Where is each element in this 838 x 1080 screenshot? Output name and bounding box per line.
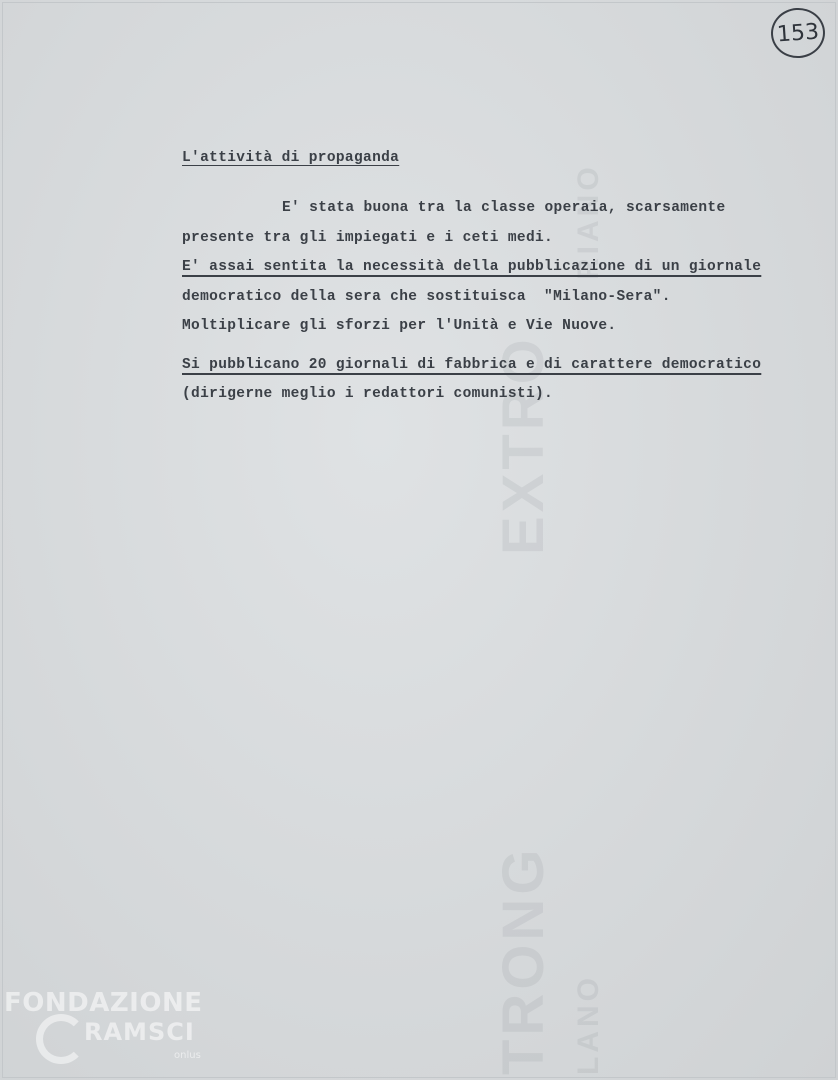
- logo-text-top: FONDAZIONE: [4, 988, 203, 1018]
- body-line: presente tra gli impiegati e i ceti medi.: [182, 230, 554, 246]
- page-border: [2, 2, 836, 1078]
- body-line: E' stata buona tra la classe operaia, scarsamente: [282, 200, 726, 216]
- page-number-circled: 153: [769, 6, 826, 60]
- g-mark-icon: [36, 1014, 86, 1064]
- body-line: (dirigerne meglio i redattori comunisti).: [182, 386, 554, 402]
- fondazione-gramsci-logo: [4, 988, 214, 1078]
- section-heading: L'attività di propaganda: [182, 150, 400, 166]
- body-line-underlined: E' assai sentita la necessità della pubblicazione di un giornale: [182, 259, 762, 275]
- watermark-stamp: TRONG: [491, 845, 556, 1075]
- body-line: Moltiplicare gli sforzi per l'Unità e Vie Nuove.: [182, 318, 617, 334]
- watermark-stamp: RIANO: [572, 163, 605, 280]
- watermark-stamp: EXTRO: [491, 335, 556, 555]
- watermark-stamp: LANO: [572, 974, 605, 1075]
- logo-subtext: onlus: [174, 1050, 201, 1061]
- logo-text-bottom: RAMSCI: [84, 1018, 195, 1046]
- body-line-underlined: Si pubblicano 20 giornali di fabbrica e di carattere democratico: [182, 357, 762, 373]
- body-line: democratico della sera che sostituisca "Milano-Sera".: [182, 289, 671, 305]
